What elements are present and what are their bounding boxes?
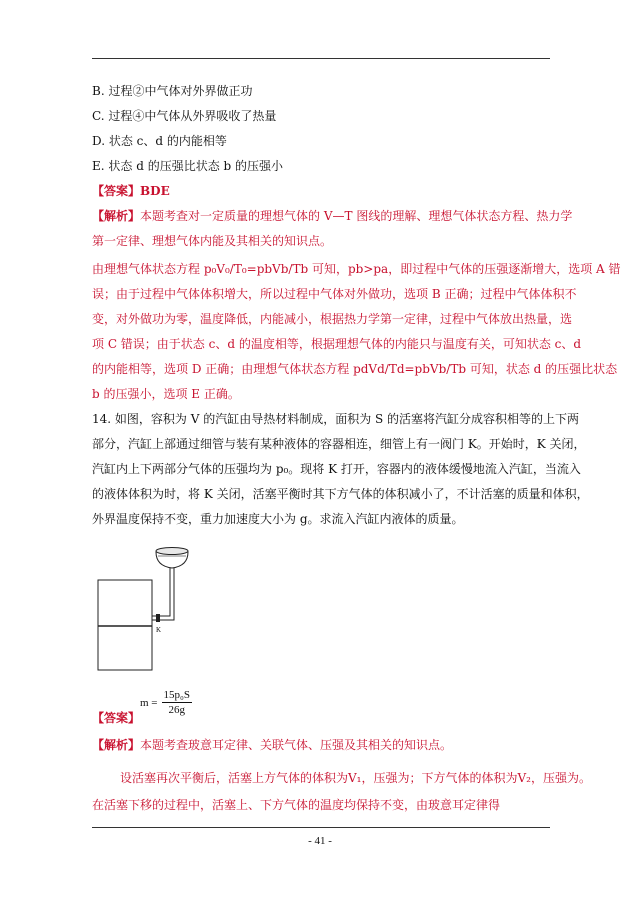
answer-formula bbox=[140, 688, 192, 717]
cylinder-lower bbox=[98, 626, 152, 670]
analysis-2-line-1 bbox=[92, 737, 562, 753]
formula-numerator: 15p₀S bbox=[163, 689, 190, 701]
answer-value: BDE bbox=[140, 184, 170, 198]
formula-denominator: 26g bbox=[168, 704, 185, 716]
answer-label: 【答案】 bbox=[92, 184, 141, 198]
question-14-line-1: 14. 如图，容积为 V 的汽缸由导热材料制成，面积为 S 的活塞将汽缸分成容积相等的上下两 bbox=[92, 412, 580, 426]
formula-lhs: m = bbox=[140, 696, 158, 709]
analysis-1-line-2: 第一定律、理想气体内能及其相关的知识点。 bbox=[92, 234, 333, 248]
cylinder-upper bbox=[98, 580, 152, 626]
analysis-text: 本题考查对一定质量的理想气体的 V—T 图线的理解、理想气体状态方程、热力学 bbox=[140, 209, 573, 223]
analysis-1-line-7: 的内能相等，选项 D 正确；由理想气体状态方程 pdVd/Td=pbVb/Tb 可知，状态 d 的压强比状态 bbox=[92, 362, 618, 376]
formula-fraction bbox=[162, 688, 192, 717]
analysis-1-line-8: b 的压强小，选项 E 正确。 bbox=[92, 387, 240, 401]
valve-label: K bbox=[156, 626, 162, 634]
header-rule bbox=[92, 58, 550, 59]
cylinder-figure bbox=[94, 540, 204, 675]
question-14-line-5: 外界温度保持不变，重力加速度大小为 g。求流入汽缸内液体的质量。 bbox=[92, 512, 464, 526]
analysis-2-body-2: 在活塞下移的过程中，活塞上、下方气体的温度均保持不变，由玻意耳定律得 bbox=[92, 798, 501, 812]
analysis-2-body-1: 设活塞再次平衡后，活塞上方气体的体积为V₁，压强为；下方气体的体积为V₂，压强为。 bbox=[120, 771, 591, 785]
option-e: E. 状态 d 的压强比状态 b 的压强小 bbox=[92, 159, 284, 173]
question-14-line-3: 汽缸内上下两部分气体的压强均为 p₀。现将 K 打开，容器内的液体缓慢地流入汽缸，当流入 bbox=[92, 462, 581, 476]
footer-rule bbox=[92, 827, 550, 828]
connecting-pipe bbox=[152, 568, 174, 620]
answer-2-label: 【答案】 bbox=[92, 711, 141, 725]
analysis-2-text: 本题考查玻意耳定律、关联气体、压强及其相关的知识点。 bbox=[140, 738, 453, 752]
valve-k bbox=[156, 614, 160, 622]
option-c: C. 过程④中气体从外界吸收了热量 bbox=[92, 109, 277, 123]
analysis-1-line-1 bbox=[92, 208, 573, 224]
question-14-line-4: 的液体体积为时，将 K 关闭，活塞平衡时其下方气体的体积减小了，不计活塞的质量和体积， bbox=[92, 487, 589, 501]
option-b: B. 过程②中气体对外界做正功 bbox=[92, 84, 253, 98]
question-14-line-2: 部分，汽缸上部通过细管与装有某种液体的容器相连，细管上有一阀门 K。开始时，K 关闭， bbox=[92, 437, 586, 451]
page-number: - 41 - bbox=[308, 835, 332, 847]
analysis-1-line-6: 项 C 错误；由于状态 c、d 的温度相等，根据理想气体的内能只与温度有关，可知状态 c、d bbox=[92, 337, 582, 351]
analysis-2-label: 【解析】 bbox=[92, 738, 141, 752]
option-d: D. 状态 c、d 的内能相等 bbox=[92, 134, 227, 148]
analysis-1-line-3: 由理想气体状态方程 p₀V₀/T₀=pbVb/Tb 可知，pb>pa，即过程中气体的压强逐渐增大，选项 A 错 bbox=[92, 262, 621, 276]
answer-1 bbox=[92, 183, 562, 199]
analysis-1-line-5: 变，对外做功为零，温度降低，内能减小，根据热力学第一定律，过程中气体放出热量，选 bbox=[92, 312, 573, 326]
analysis-label: 【解析】 bbox=[92, 209, 141, 223]
container-rim bbox=[156, 548, 188, 555]
analysis-1-line-4: 误；由于过程中气体体积增大，所以过程中气体对外做功，选项 B 正确；过程中气体体积不 bbox=[92, 287, 577, 301]
